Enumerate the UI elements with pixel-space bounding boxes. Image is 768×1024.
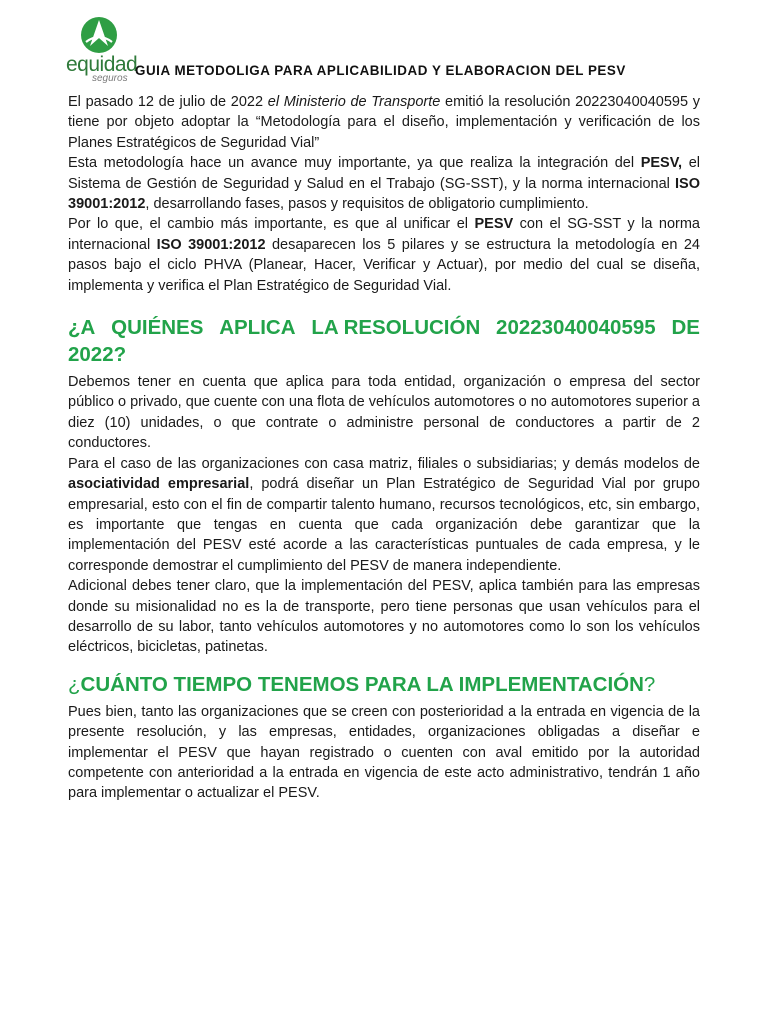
section-heading-who-applies: ¿A QUIÉNES APLICA LA RESOLUCIÓN 20223040040595 DE 2022? bbox=[68, 316, 700, 367]
document-title: GUIA METODOLIGA PARA APLICABILIDAD Y ELABORACION DEL PESV bbox=[135, 63, 626, 78]
logo-emblem-icon bbox=[80, 16, 118, 56]
when-paragraph-1: Pues bien, tanto las organizaciones que se creen con posterioridad a la entrada en vigencia de la presente resolución, y las empresas, entidades, organizaciones obligadas a diseñar e implementar el PESV que hayan registrado o cuenten con aval emitido por la autoridad competente con anterioridad a la entrada en vigencia de este acto administrativo, tendrán 1 año para implementar o actualizar el PESV. bbox=[68, 703, 700, 802]
who-paragraph-1: Debemos tener en cuenta que aplica para toda entidad, organización o empresa del sector público o privado, que cuente con una flota de vehículos automotores o no automotores superior a diez (10) unidades, o que contrate o administre personal de conductores a partir de 2 conductores. bbox=[68, 374, 700, 452]
document-body bbox=[68, 92, 700, 804]
logo-subtext: seguros bbox=[92, 73, 128, 84]
intro-paragraph-3: Por lo que, el cambio más importante, es que al unificar el PESV con el SG-SST y la norma internacional ISO 39001:2012 desaparecen los 5 pilares y se estructura la metodología en 24 pasos bajo el ciclo PHVA (Planear, Hacer, Verificar y Actuar), por medio del cual se diseña, implementa y verifica el Plan Estratégico de Seguridad Vial. bbox=[68, 216, 701, 294]
equidad-logo bbox=[66, 16, 138, 84]
intro-paragraph-2: Esta metodología hace un avance muy importante, ya que realiza la integración del PESV, el Sistema de Gestión de Seguridad y Salud en el Trabajo (SG-SST), y la norma internacional ISO 39001:2012, desarrollando fases, pasos y requisitos de obligatorio cumplimiento. bbox=[68, 155, 700, 213]
who-paragraph-3: Adicional debes tener claro, que la implementación del PESV, aplica también para las empresas donde su misionalidad no es la de transporte, pero tiene personas que usan vehículos para el desarrollo de su labor, tanto vehículos automotores y no automotores como lo son los vehículos eléctricos, bicicletas, patinetas. bbox=[68, 578, 700, 656]
ministry-name: el Ministerio de Transporte bbox=[267, 94, 441, 110]
section-heading-implementation-time: ¿CUÁNTO TIEMPO TENEMOS PARA LA IMPLEMENTACIÓN? bbox=[68, 672, 656, 696]
who-paragraph-2: Para el caso de las organizaciones con casa matriz, filiales o subsidiarias; y demás modelos de asociatividad empresarial, podrá diseñar un Plan Estratégico de Seguridad Vial por grupo empresarial, esto con el fin de compartir talento humano, recursos tecnológicos, etc, sin embargo, es importante que tengas en cuenta que cada organización debe garantizar que la implementación del PESV esté acorde a las características puntuales de cada empresa, y le corresponde demostrar el cumplimiento del PESV de manera independiente. bbox=[68, 455, 700, 574]
intro-paragraph-1: El pasado 12 de julio de 2022 el Ministerio de Transporte emitió la resolución 20223040040595 y tiene por objeto adoptar la “Metodología para el diseño, implementación y verificación de los Planes Estratégicos de Seguridad Vial” bbox=[68, 94, 700, 151]
logo-wordmark: equidad bbox=[66, 53, 138, 76]
